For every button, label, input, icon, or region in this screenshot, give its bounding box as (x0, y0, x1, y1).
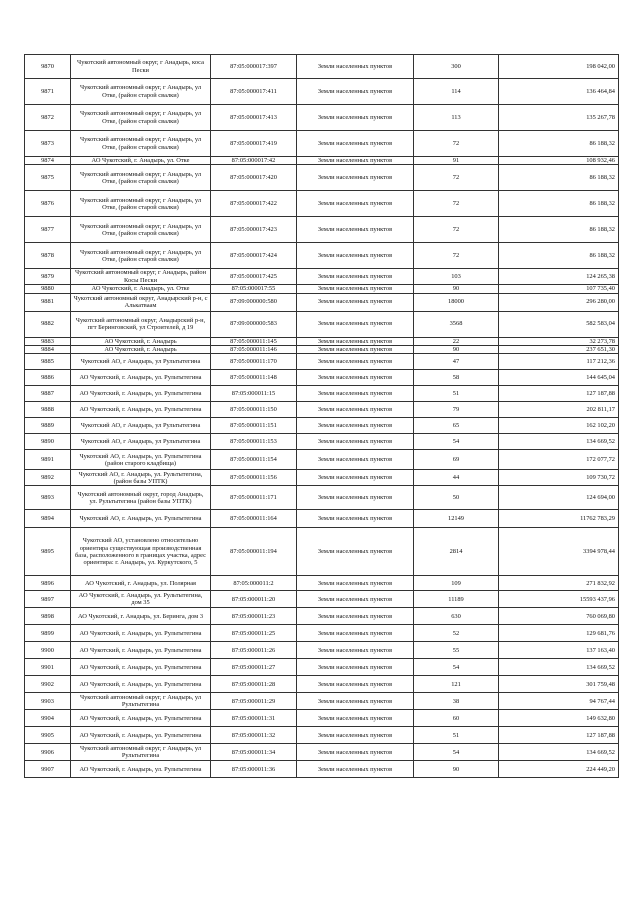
row-land-category: Земли населенных пунктов (297, 450, 414, 470)
row-number: 9907 (25, 761, 71, 778)
row-land-category: Земли населенных пунктов (297, 370, 414, 386)
row-number: 9891 (25, 450, 71, 470)
row-address: АО Чукотский, г. Анадырь, ул. Рультытегина (71, 676, 211, 693)
row-address: АО Чукотский, г. Анадырь, ул. Рультытегина (71, 370, 211, 386)
row-cadastral-value: 137 163,40 (499, 642, 619, 659)
row-cadastral-number: 87:05:000011:34 (211, 744, 297, 761)
row-cadastral-number: 87:05:000017:413 (211, 105, 297, 131)
row-cadastral-number: 87:05:000011:31 (211, 710, 297, 727)
row-cadastral-number: 87:05:000017:55 (211, 285, 297, 293)
row-area: 38 (414, 693, 499, 710)
table-row (25, 337, 619, 345)
row-land-category: Земли населенных пунктов (297, 105, 414, 131)
row-area: 103 (414, 269, 499, 285)
row-area: 300 (414, 55, 499, 79)
row-address: АО Чукотский, г. Анадырь, ул. Отке (71, 285, 211, 293)
table-row (25, 727, 619, 744)
row-area: 50 (414, 486, 499, 510)
row-cadastral-value: 134 669,52 (499, 659, 619, 676)
row-number: 9888 (25, 402, 71, 418)
row-address: АО Чукотский, г. Анадырь, ул. Беринга, дом 3 (71, 608, 211, 625)
row-cadastral-value: 301 759,48 (499, 676, 619, 693)
row-number: 9873 (25, 131, 71, 157)
row-area: 47 (414, 354, 499, 370)
row-area: 54 (414, 744, 499, 761)
row-area: 72 (414, 243, 499, 269)
row-land-category: Земли населенных пунктов (297, 55, 414, 79)
row-address: АО Чукотский, г. Анадырь (71, 346, 211, 354)
row-cadastral-number: 87:05:000011:25 (211, 625, 297, 642)
table-row (25, 450, 619, 470)
row-cadastral-value: 86 188,32 (499, 217, 619, 243)
table-row (25, 217, 619, 243)
row-cadastral-value: 135 267,78 (499, 105, 619, 131)
row-number: 9902 (25, 676, 71, 693)
row-address: АО Чукотский, г. Анадырь, ул. Отке (71, 157, 211, 165)
row-cadastral-number: 87:05:000017:397 (211, 55, 297, 79)
row-land-category: Земли населенных пунктов (297, 510, 414, 528)
table-row (25, 243, 619, 269)
row-address: АО Чукотский, г. Анадырь, ул. Рультытегина (71, 761, 211, 778)
row-land-category: Земли населенных пунктов (297, 434, 414, 450)
row-address: Чукотский АО, г. Анадырь, ул. Рультытегина (71, 510, 211, 528)
table-row (25, 510, 619, 528)
table-row (25, 470, 619, 486)
row-cadastral-number: 87:05:000011:145 (211, 337, 297, 345)
table-row (25, 293, 619, 311)
row-land-category: Земли населенных пунктов (297, 693, 414, 710)
row-address: Чукотский автономный округ, г Анадырь, ул Отке, (район старой свалки) (71, 131, 211, 157)
row-cadastral-number: 87:05:000011:2 (211, 576, 297, 591)
row-area: 22 (414, 337, 499, 345)
table-row (25, 354, 619, 370)
row-area: 79 (414, 402, 499, 418)
row-number: 9897 (25, 591, 71, 608)
row-land-category: Земли населенных пунктов (297, 354, 414, 370)
row-area: 72 (414, 217, 499, 243)
row-address: Чукотский АО, г Анадырь, ул Рультытегина (71, 418, 211, 434)
row-number: 9872 (25, 105, 71, 131)
row-cadastral-number: 87:05:000011:146 (211, 346, 297, 354)
row-address: АО Чукотский, г. Анадырь, ул. Рультытегина (71, 659, 211, 676)
row-land-category: Земли населенных пунктов (297, 710, 414, 727)
row-number: 9893 (25, 486, 71, 510)
table-row (25, 191, 619, 217)
row-cadastral-value: 108 932,46 (499, 157, 619, 165)
table-row (25, 105, 619, 131)
table-row (25, 157, 619, 165)
table-row (25, 642, 619, 659)
table-row (25, 591, 619, 608)
row-area: 54 (414, 434, 499, 450)
table-row (25, 659, 619, 676)
row-cadastral-number: 87:05:000017:419 (211, 131, 297, 157)
table-row (25, 676, 619, 693)
row-cadastral-value: 134 669,52 (499, 744, 619, 761)
table-row (25, 608, 619, 625)
row-cadastral-number: 87:05:000017:425 (211, 269, 297, 285)
row-cadastral-number: 87:05:000011:153 (211, 434, 297, 450)
table-row (25, 269, 619, 285)
row-land-category: Земли населенных пунктов (297, 676, 414, 693)
row-address: Чукотский автономный округ, г Анадырь, ул Отке, (район старой свалки) (71, 165, 211, 191)
row-number: 9886 (25, 370, 71, 386)
row-number: 9896 (25, 576, 71, 591)
row-land-category: Земли населенных пунктов (297, 402, 414, 418)
row-land-category: Земли населенных пунктов (297, 591, 414, 608)
row-number: 9881 (25, 293, 71, 311)
row-number: 9877 (25, 217, 71, 243)
row-cadastral-number: 87:05:000017:424 (211, 243, 297, 269)
row-area: 630 (414, 608, 499, 625)
row-cadastral-value: 136 464,84 (499, 79, 619, 105)
row-land-category: Земли населенных пунктов (297, 727, 414, 744)
row-cadastral-number: 87:05:000011:28 (211, 676, 297, 693)
row-land-category: Земли населенных пунктов (297, 418, 414, 434)
row-address: Чукотский автономный округ, г Анадырь, район Косы Пески (71, 269, 211, 285)
row-land-category: Земли населенных пунктов (297, 608, 414, 625)
row-cadastral-value: 202 811,17 (499, 402, 619, 418)
table-row (25, 486, 619, 510)
row-land-category: Земли населенных пунктов (297, 528, 414, 576)
row-land-category: Земли населенных пунктов (297, 486, 414, 510)
row-area: 44 (414, 470, 499, 486)
row-land-category: Земли населенных пунктов (297, 470, 414, 486)
row-land-category: Земли населенных пунктов (297, 386, 414, 402)
row-number: 9883 (25, 337, 71, 345)
row-area: 69 (414, 450, 499, 470)
row-address: АО Чукотский, г. Анадырь, ул. Рультытегина (71, 727, 211, 744)
row-number: 9900 (25, 642, 71, 659)
table-row (25, 693, 619, 710)
table-row (25, 131, 619, 157)
row-number: 9882 (25, 311, 71, 337)
table-row (25, 761, 619, 778)
row-cadastral-value: 162 102,20 (499, 418, 619, 434)
row-area: 91 (414, 157, 499, 165)
row-number: 9870 (25, 55, 71, 79)
row-land-category: Земли населенных пунктов (297, 337, 414, 345)
row-address: Чукотский АО, г Анадырь, ул Рультытегина (71, 354, 211, 370)
row-cadastral-value: 86 188,32 (499, 131, 619, 157)
row-cadastral-number: 87:05:000011:36 (211, 761, 297, 778)
row-cadastral-value: 127 187,88 (499, 727, 619, 744)
row-cadastral-value: 15593 437,96 (499, 591, 619, 608)
row-land-category: Земли населенных пунктов (297, 744, 414, 761)
row-address: АО Чукотский, г. Анадырь, ул. Рультытегина, дом 35 (71, 591, 211, 608)
row-address: Чукотский автономный округ, г Анадырь, ул Отке, (район старой свалки) (71, 217, 211, 243)
row-number: 9894 (25, 510, 71, 528)
row-cadastral-number: 87:05:000011:148 (211, 370, 297, 386)
row-number: 9871 (25, 79, 71, 105)
table-row (25, 402, 619, 418)
row-cadastral-number: 87:05:000017:420 (211, 165, 297, 191)
row-number: 9889 (25, 418, 71, 434)
row-number: 9887 (25, 386, 71, 402)
row-land-category: Земли населенных пунктов (297, 311, 414, 337)
table-row (25, 311, 619, 337)
row-cadastral-number: 87:05:000011:29 (211, 693, 297, 710)
row-cadastral-value: 237 651,30 (499, 346, 619, 354)
row-number: 9905 (25, 727, 71, 744)
row-land-category: Земли населенных пунктов (297, 642, 414, 659)
row-area: 65 (414, 418, 499, 434)
table-row (25, 576, 619, 591)
row-number: 9884 (25, 346, 71, 354)
row-land-category: Земли населенных пунктов (297, 269, 414, 285)
row-area: 3568 (414, 311, 499, 337)
table-row (25, 285, 619, 293)
row-area: 12149 (414, 510, 499, 528)
row-number: 9885 (25, 354, 71, 370)
row-area: 52 (414, 625, 499, 642)
row-land-category: Земли населенных пунктов (297, 346, 414, 354)
row-address: Чукотский автономный округ, город Анадырь, ул. Рультытегина (район базы УПТК) (71, 486, 211, 510)
row-address: Чукотский АО, г. Анадырь, ул. Рультытегина (район старого кладбища) (71, 450, 211, 470)
table-row (25, 55, 619, 79)
row-area: 90 (414, 346, 499, 354)
table-row (25, 625, 619, 642)
row-land-category: Земли населенных пунктов (297, 157, 414, 165)
row-area: 55 (414, 642, 499, 659)
row-address: Чукотский автономный округ, г Анадырь, ул Отке, (район старой свалки) (71, 243, 211, 269)
row-cadastral-number: 87:05:000011:151 (211, 418, 297, 434)
row-cadastral-value: 198 042,00 (499, 55, 619, 79)
row-address: Чукотский автономный округ, г Анадырь, ул Рультытегина (71, 744, 211, 761)
row-number: 9892 (25, 470, 71, 486)
row-land-category: Земли населенных пунктов (297, 625, 414, 642)
table-body (25, 55, 619, 778)
row-number: 9879 (25, 269, 71, 285)
row-number: 9876 (25, 191, 71, 217)
row-land-category: Земли населенных пунктов (297, 659, 414, 676)
row-cadastral-value: 129 681,76 (499, 625, 619, 642)
row-cadastral-value: 124 265,38 (499, 269, 619, 285)
table-row (25, 528, 619, 576)
row-address: Чукотский автономный округ, Анадырский р-н, пгт Беринговский, ул Строителей, д 19 (71, 311, 211, 337)
row-area: 113 (414, 105, 499, 131)
row-address: Чукотский АО, установлено относительно ориентира существующая производственная база, расположенного в границах участка, адрес ориентира: г. Анадырь, ул. Куркутского, 5 (71, 528, 211, 576)
row-cadastral-value: 127 187,88 (499, 386, 619, 402)
row-area: 51 (414, 727, 499, 744)
row-address: Чукотский автономный округ, г Анадырь, ул Отке, (район старой свалки) (71, 79, 211, 105)
row-cadastral-value: 149 632,80 (499, 710, 619, 727)
table-row (25, 79, 619, 105)
row-cadastral-value: 172 077,72 (499, 450, 619, 470)
table-row (25, 744, 619, 761)
row-cadastral-number: 87:05:000017:42 (211, 157, 297, 165)
row-number: 9904 (25, 710, 71, 727)
row-cadastral-value: 144 645,04 (499, 370, 619, 386)
row-number: 9890 (25, 434, 71, 450)
table-row (25, 370, 619, 386)
row-area: 121 (414, 676, 499, 693)
row-area: 2814 (414, 528, 499, 576)
row-cadastral-value: 11762 783,29 (499, 510, 619, 528)
row-cadastral-number: 87:05:000011:170 (211, 354, 297, 370)
row-address: АО Чукотский, г. Анадырь, ул. Рультытегина (71, 386, 211, 402)
row-cadastral-number: 87:05:000011:27 (211, 659, 297, 676)
row-cadastral-number: 87:05:000011:154 (211, 450, 297, 470)
row-cadastral-value: 86 188,32 (499, 243, 619, 269)
row-number: 9875 (25, 165, 71, 191)
table-row (25, 418, 619, 434)
row-address: АО Чукотский, г. Анадырь, ул. Рультытегина (71, 625, 211, 642)
row-land-category: Земли населенных пунктов (297, 131, 414, 157)
row-address: Чукотский автономный округ, Анадырский р-н, с Алькатваам (71, 293, 211, 311)
row-area: 60 (414, 710, 499, 727)
row-land-category: Земли населенных пунктов (297, 576, 414, 591)
row-land-category: Земли населенных пунктов (297, 293, 414, 311)
row-cadastral-value: 117 212,36 (499, 354, 619, 370)
row-area: 109 (414, 576, 499, 591)
row-area: 90 (414, 761, 499, 778)
row-area: 90 (414, 285, 499, 293)
row-address: Чукотский автономный округ, г Анадырь, ул Отке, (район старой свалки) (71, 105, 211, 131)
row-area: 18000 (414, 293, 499, 311)
row-address: АО Чукотский, г. Анадырь, ул. Полярная (71, 576, 211, 591)
row-number: 9903 (25, 693, 71, 710)
row-cadastral-value: 224 449,20 (499, 761, 619, 778)
row-address: АО Чукотский, г. Анадырь, ул. Рультытегина (71, 642, 211, 659)
land-registry-table (24, 54, 619, 778)
row-number: 9874 (25, 157, 71, 165)
row-cadastral-value: 582 583,04 (499, 311, 619, 337)
row-land-category: Земли населенных пунктов (297, 761, 414, 778)
row-cadastral-number: 87:09:000000:580 (211, 293, 297, 311)
table-row (25, 710, 619, 727)
row-cadastral-value: 134 669,52 (499, 434, 619, 450)
row-cadastral-value: 296 280,00 (499, 293, 619, 311)
row-land-category: Земли населенных пунктов (297, 191, 414, 217)
row-address: Чукотский автономный округ, г Анадырь, коса Пески (71, 55, 211, 79)
row-cadastral-value: 271 832,92 (499, 576, 619, 591)
row-cadastral-value: 107 735,40 (499, 285, 619, 293)
row-area: 51 (414, 386, 499, 402)
row-area: 72 (414, 165, 499, 191)
row-cadastral-value: 124 694,00 (499, 486, 619, 510)
row-area: 11189 (414, 591, 499, 608)
row-number: 9906 (25, 744, 71, 761)
row-land-category: Земли населенных пунктов (297, 217, 414, 243)
row-land-category: Земли населенных пунктов (297, 243, 414, 269)
row-cadastral-value: 3394 978,44 (499, 528, 619, 576)
row-area: 58 (414, 370, 499, 386)
row-area: 114 (414, 79, 499, 105)
row-cadastral-value: 86 188,32 (499, 191, 619, 217)
row-cadastral-number: 87:05:000011:156 (211, 470, 297, 486)
row-number: 9899 (25, 625, 71, 642)
row-cadastral-number: 87:05:000011:20 (211, 591, 297, 608)
row-area: 54 (414, 659, 499, 676)
row-cadastral-number: 87:05:000011:164 (211, 510, 297, 528)
row-cadastral-value: 760 069,80 (499, 608, 619, 625)
row-number: 9880 (25, 285, 71, 293)
row-cadastral-number: 87:05:000017:411 (211, 79, 297, 105)
row-number: 9901 (25, 659, 71, 676)
row-cadastral-number: 87:05:000011:194 (211, 528, 297, 576)
row-number: 9898 (25, 608, 71, 625)
row-address: Чукотский автономный округ, г Анадырь, ул Отке, (район старой свалки) (71, 191, 211, 217)
row-address: АО Чукотский, г. Анадырь, ул. Рультытегина (71, 402, 211, 418)
row-address: АО Чукотский, г. Анадырь, ул. Рультытегина (71, 710, 211, 727)
row-cadastral-number: 87:05:000011:23 (211, 608, 297, 625)
table-row (25, 346, 619, 354)
row-cadastral-number: 87:05:000011:150 (211, 402, 297, 418)
row-cadastral-value: 94 767,44 (499, 693, 619, 710)
row-area: 72 (414, 131, 499, 157)
row-cadastral-number: 87:05:000011:26 (211, 642, 297, 659)
row-number: 9878 (25, 243, 71, 269)
row-address: Чукотский АО, г Анадырь, ул Рультытегина (71, 434, 211, 450)
row-area: 72 (414, 191, 499, 217)
row-address: Чукотский автономный округ, г Анадырь, ул Рультытегина (71, 693, 211, 710)
row-cadastral-number: 87:05:000011:171 (211, 486, 297, 510)
row-land-category: Земли населенных пунктов (297, 79, 414, 105)
table-row (25, 165, 619, 191)
row-address: Чукотский АО, г. Анадырь, ул. Рультытегина, (район базы УПТК) (71, 470, 211, 486)
row-cadastral-number: 87:05:000017:423 (211, 217, 297, 243)
table-row (25, 386, 619, 402)
row-address: АО Чукотский, г. Анадырь (71, 337, 211, 345)
row-cadastral-value: 109 730,72 (499, 470, 619, 486)
row-cadastral-number: 87:05:000011:32 (211, 727, 297, 744)
row-cadastral-value: 32 273,78 (499, 337, 619, 345)
row-cadastral-number: 87:09:000000:583 (211, 311, 297, 337)
table-row (25, 434, 619, 450)
row-cadastral-number: 87:05:000011:15 (211, 386, 297, 402)
row-land-category: Земли населенных пунктов (297, 165, 414, 191)
row-land-category: Земли населенных пунктов (297, 285, 414, 293)
row-number: 9895 (25, 528, 71, 576)
row-cadastral-number: 87:05:000017:422 (211, 191, 297, 217)
row-cadastral-value: 86 188,32 (499, 165, 619, 191)
